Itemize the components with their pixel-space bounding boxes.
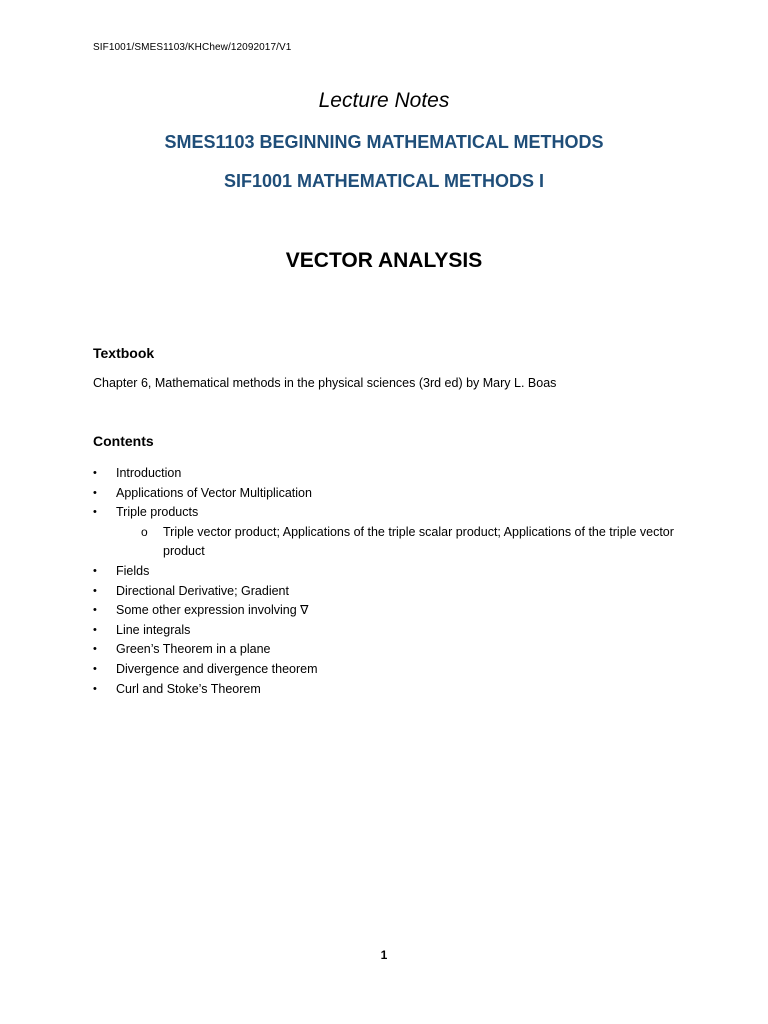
bullet-icon: •	[93, 682, 97, 695]
contents-item-label: Directional Derivative; Gradient	[116, 583, 289, 598]
contents-item-label: Divergence and divergence theorem	[116, 661, 318, 676]
textbook-heading: Textbook	[93, 345, 155, 361]
page-number: 1	[380, 948, 388, 962]
contents-item-divergence-theorem	[93, 660, 693, 680]
textbook-reference: Chapter 6, Mathematical methods in the physical sciences (3rd ed) by Mary L. Boas	[93, 376, 557, 390]
contents-heading: Contents	[93, 433, 154, 449]
course-title-smes1103: SMES1103 BEGINNING MATHEMATICAL METHODS	[164, 132, 604, 152]
contents-item-label: Triple products	[116, 505, 199, 520]
contents-item-label: Some other expression involving ∇	[116, 603, 309, 618]
contents-item-curl-stokes	[93, 680, 693, 700]
bullet-icon: •	[93, 623, 97, 636]
bullet-icon: •	[93, 643, 97, 656]
contents-item-label: Fields	[116, 563, 150, 578]
bullet-icon: •	[93, 604, 97, 617]
topic-title: VECTOR ANALYSIS	[285, 249, 483, 272]
contents-item-fields	[93, 562, 693, 582]
contents-subitem-label: Triple vector product; Applications of the triple scalar product; Applications of the triple vector product	[163, 524, 674, 559]
contents-item-line-integrals	[93, 621, 693, 641]
document-code: SIF1001/SMES1103/KHChew/12092017/V1	[93, 42, 292, 53]
course-title-sif1001: SIF1001 MATHEMATICAL METHODS I	[223, 171, 545, 191]
contents-item-triple-products	[93, 503, 693, 523]
sub-bullet-icon: o	[141, 524, 148, 539]
contents-item-vector-multiplication	[93, 484, 693, 504]
contents-item-label: Introduction	[116, 466, 182, 480]
contents-item-introduction	[93, 464, 693, 484]
contents-list	[93, 464, 693, 699]
contents-item-label: Line integrals	[116, 622, 191, 637]
contents-item-label: Applications of Vector Multiplication	[116, 485, 312, 500]
contents-item-label: Green’s Theorem in a plane	[116, 642, 271, 657]
bullet-icon: •	[93, 486, 97, 499]
bullet-icon: •	[93, 584, 97, 597]
bullet-icon: •	[93, 662, 97, 675]
contents-item-label: Curl and Stoke’s Theorem	[116, 681, 261, 696]
contents-item-gradient	[93, 582, 693, 602]
contents-item-greens-theorem	[93, 640, 693, 660]
bullet-icon: •	[93, 467, 97, 479]
lecture-notes-title: Lecture Notes	[318, 89, 450, 112]
contents-item-nabla-expressions	[93, 601, 693, 621]
contents-subitem-triple-products	[93, 523, 683, 562]
bullet-icon: •	[93, 506, 97, 519]
bullet-icon: •	[93, 564, 97, 577]
